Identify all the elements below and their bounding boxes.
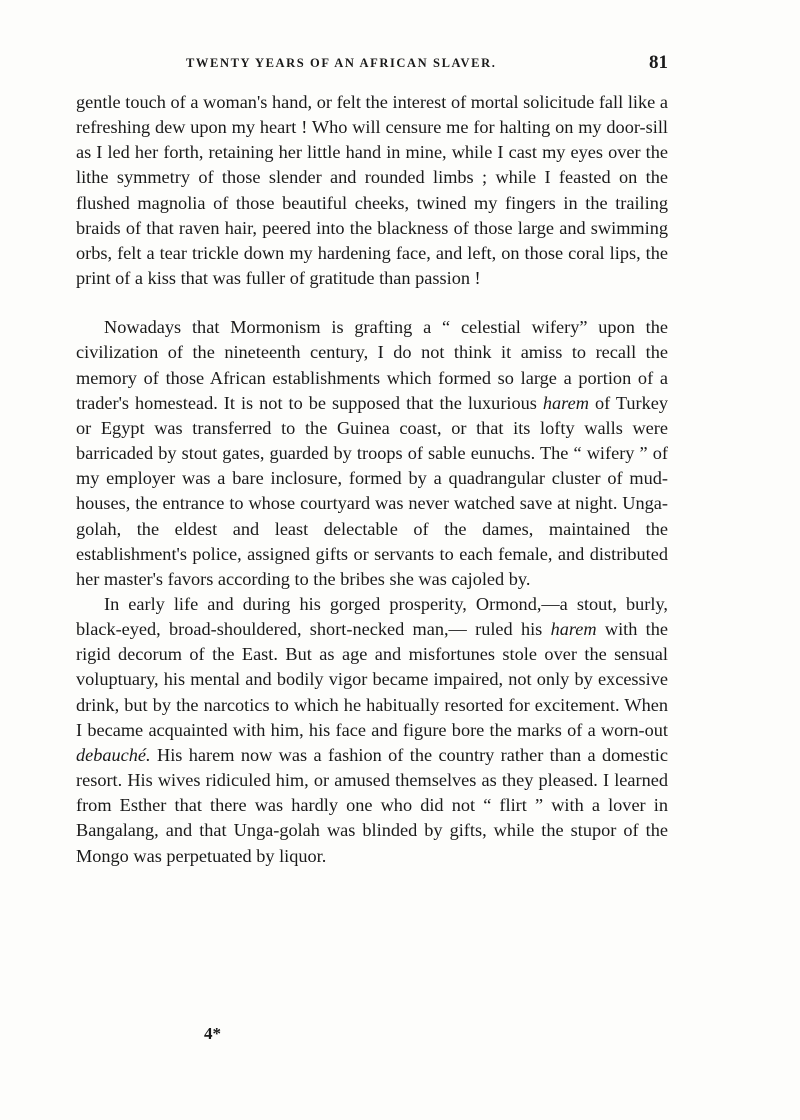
paragraph-2 [76,315,668,592]
text-run: Nowadays that Mormonism is grafting a “ celestial wifery” upon the civilization of the nineteenth century, I do not think it amiss to recall the memory of those African establishments which formed so large a portion of a trader's homestead. It is not to be supposed that the luxurious [76,317,668,413]
italic-text-run: debauché. [76,744,151,765]
text-run: gentle touch of a woman's hand, or felt the interest of mortal solicitude fall like a refreshing dew upon my heart ! Who will censure me for halting on my door-sill as I led her forth, retaining her little hand in mine, while I cast my eyes over the lithe symmetry of those slender and rounded limbs ; while I feasted on the flushed magnolia of those beautiful cheeks, twined my fingers in the trailing braids of that raven hair, peered into the blackness of those large and swimming orbs, felt a tear trickle down my hardening face, and left, on those coral lips, the print of a kiss that was fuller of gratitude than passion ! [76,92,668,289]
text-run: His harem now was a fashion of the country rather than a domestic resort. His wives ridiculed him, or amused themselves as they pleased. I learned from Esther that there was hardly one who did not “ flirt ” with a lover in Bangalang, and that Unga-golah was blinded by gifts, while the stupor of the Mongo was perpetuated by liquor. [76,744,668,866]
text-run: of Turkey or Egypt was transferred to the Guinea coast, or that its lofty walls were barricaded by stout gates, guarded by troops of sable eunuchs. The “ wifery ” of my employer was a bare inclosure, formed by a quadrangular cluster of mud-houses, the entrance to whose courtyard was never watched save at night. Unga-golah, the eldest and least delectable of the dames, maintained the establishment's police, assigned gifts or servants to each female, and distributed her master's favors according to the bribes she was cajoled by. [76,392,668,589]
italic-text-run: harem [542,392,589,413]
text-run: with the rigid decorum of the East. But as age and misfortunes stole over the sensual voluptuary, his mental and bodily vigor became impaired, not only by excessive drink, but by the narcotics to which he habitually resorted for excitement. When I became acquainted with him, his face and figure bore the marks of a worn-out [76,619,668,740]
body-text [76,90,668,869]
running-head: TWENTY YEARS OF AN AFRICAN SLAVER. [186,56,497,70]
paragraph-1 [76,90,668,291]
page-header [76,52,668,76]
paragraph-3 [76,592,668,869]
page-number: 81 [649,52,668,73]
italic-text-run: harem [550,619,597,640]
signature-mark: 4* [204,1024,221,1043]
text-run: In early life and during his gorged prosperity, Ormond,—a stout, burly, black-eyed, broad-shouldered, short-necked man,— ruled his [76,593,668,640]
